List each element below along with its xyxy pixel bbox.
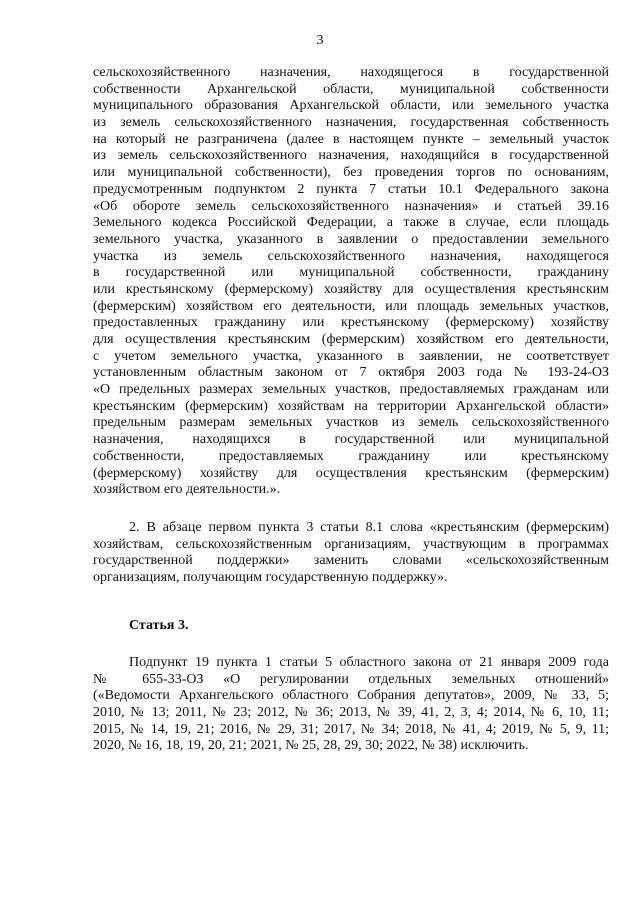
text-line: предельным размерам земельных участков из земель сельскохозяйственного (93, 415, 609, 431)
text-line: («Ведомости Архангельского областного Собрания депутатов», 2009, № 33, 5; (93, 688, 609, 704)
text-line: в государственной или муниципальной собственности, гражданину (93, 265, 609, 281)
text-line: с учетом земельного участка, указанного в заявлении, не соответствует (93, 348, 609, 364)
text-line: назначения, находящихся в государственной или муниципальной (93, 432, 609, 448)
text-line: 2. В абзаце первом пункта 3 статьи 8.1 слова «крестьянским (фермерским) (129, 520, 609, 535)
text-line: для осуществления крестьянским (фермерским) хозяйством его деятельности, (93, 332, 609, 347)
text-line: участка из земель сельскохозяйственного назначения, находящегося (93, 248, 609, 264)
text-line: 2010, № 13; 2011, № 23; 2012, № 36; 2013, № 39, 41, 2, 3, 4; 2014, № 6, 10, 11; (93, 705, 609, 721)
text-line: из земель сельскохозяйственного назначения, находящийся в государственной (93, 148, 609, 164)
text-line: крестьянским (фермерским) хозяйствам на территории Архангельской области» (93, 398, 609, 414)
text-line: муниципального образования Архангельской области, или земельного участка (93, 98, 609, 114)
text-line: или крестьянскому (фермерскому) хозяйству для осуществления крестьянским (93, 281, 609, 297)
text-line: организациям, получающим государственную поддержку». (93, 570, 448, 586)
text-line: земельного участка, указанного в заявлении о предоставлении земельного (93, 231, 609, 247)
text-line: собственности Архангельской области, муниципальной собственности (93, 81, 609, 97)
text-line: (фермерскому) хозяйству для осуществления крестьянским (фермерским) (93, 465, 609, 481)
text-line: сельскохозяйственного назначения, находящегося в государственной (93, 65, 609, 80)
text-line: хозяйством его деятельности.». (93, 482, 281, 498)
text-line: «Об обороте земель сельскохозяйственного назначения» и статьей 39.16 (93, 198, 609, 214)
text-line: хозяйствам, сельскохозяйственным организациям, участвующим в программах (93, 536, 609, 552)
text-line: из земель сельскохозяйственного назначения, государственная собственность (93, 115, 609, 131)
text-line: (фермерским) хозяйством его деятельности, или площадь земельных участков, (93, 298, 609, 314)
text-line: 2015, № 14, 19, 21; 2016, № 29, 31; 2017, № 34; 2018, № 41, 4; 2019, № 5, 9, 11; (93, 721, 609, 737)
paragraph-continuation (93, 65, 609, 499)
text-line: Земельного кодекса Российской Федерации, а также в случае, если площадь (93, 215, 609, 231)
text-line: предусмотренным подпунктом 2 пункта 7 статьи 10.1 Федерального закона (93, 181, 609, 197)
text-line: собственности, предоставляемых гражданину или крестьянскому (93, 448, 609, 464)
text-line: на который не разграничена (далее в настоящем пункте – земельный участок (93, 131, 609, 147)
text-line: № 655-33-ОЗ «О регулировании отдельных земельных отношений» (93, 671, 609, 687)
text-line: государственной поддержки» заменить словами «сельскохозяйственным (93, 553, 609, 569)
text-line: Подпункт 19 пункта 1 статьи 5 областного закона от 21 января 2009 года (129, 655, 609, 670)
article-heading: Статья 3. (129, 618, 189, 633)
paragraph-article-3 (93, 655, 609, 755)
text-line: 2020, № 16, 18, 19, 20, 21; 2021, № 25, 28, 29, 30; 2022, № 38) исключить. (93, 738, 529, 754)
paragraph-item-2 (93, 520, 609, 587)
text-line: предоставленных гражданину или крестьянскому (фермерскому) хозяйству (93, 315, 609, 331)
text-line: или муниципальной собственности), без проведения торгов по основаниям, (93, 165, 609, 181)
text-line: «О предельных размерах земельных участков, предоставляемых гражданам или (93, 382, 609, 398)
text-line: установленным областным законом от 7 октября 2003 года № 193-24-ОЗ (93, 365, 609, 381)
page-number: 3 (316, 33, 324, 48)
